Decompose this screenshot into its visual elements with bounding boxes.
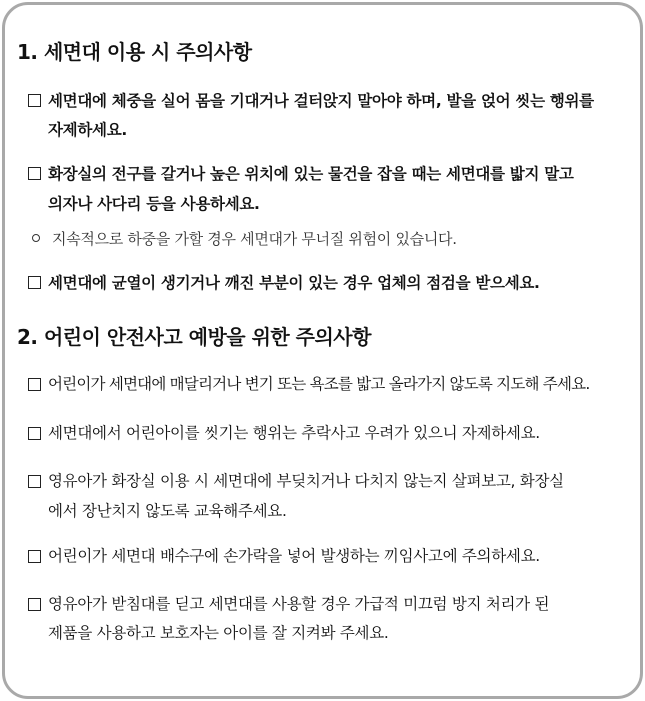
bullet-circle-icon <box>32 234 40 242</box>
s2-item5-line2: 제품을 사용하고 보호자는 아이를 잘 지켜봐 주세요. <box>48 624 389 642</box>
checkbox-icon <box>28 94 41 107</box>
checkbox-icon <box>28 378 41 391</box>
s2-item4-line1: 어린이가 세면대 배수구에 손가락을 넣어 발생하는 끼임사고에 주의하세요. <box>48 547 540 565</box>
s2-item2-line1: 세면대에서 어린아이를 씻기는 행위는 추락사고 우려가 있으니 자제하세요. <box>48 424 540 442</box>
section1-heading: 1. 세면대 이용 시 주의사항 <box>17 40 252 64</box>
checkbox-icon <box>28 598 41 611</box>
s2-item3-line1: 영유아가 화장실 이용 시 세면대에 부딪치거나 다치지 않는지 살펴보고, 화장실 <box>48 472 564 490</box>
checkbox-icon <box>28 167 41 180</box>
checkbox-icon <box>28 276 41 289</box>
checkbox-icon <box>28 475 41 488</box>
checkbox-icon <box>28 550 41 563</box>
s2-item3-line2: 에서 장난치지 않도록 교육해주세요. <box>48 502 287 520</box>
s1-item2-line2: 의자나 사다리 등을 사용하세요. <box>48 195 260 213</box>
s1-item1-line1: 세면대에 체중을 실어 몸을 기대거나 걸터앉지 말아야 하며, 발을 얹어 씻는 행위를 <box>48 92 594 110</box>
s1-item2-line1: 화장실의 전구를 갈거나 높은 위치에 있는 물건을 잡을 때는 세면대를 밟지 말고 <box>48 165 574 183</box>
s2-item1-line1: 어린이가 세면대에 매달리거나 변기 또는 욕조를 밟고 올라가지 않도록 지도해 주세요. <box>48 375 590 393</box>
s2-item5-line1: 영유아가 받침대를 딛고 세면대를 사용할 경우 가급적 미끄럼 방지 처리가 된 <box>48 595 550 613</box>
checkbox-icon <box>28 427 41 440</box>
s1-item3-line1: 세면대에 균열이 생기거나 깨진 부분이 있는 경우 업체의 점검을 받으세요. <box>48 274 540 292</box>
s1-item1-line2: 자제하세요. <box>48 121 127 139</box>
s1-subnote: 지속적으로 하중을 가할 경우 세면대가 무너질 위험이 있습니다. <box>52 230 457 248</box>
section2-heading: 2. 어린이 안전사고 예방을 위한 주의사항 <box>17 325 371 349</box>
